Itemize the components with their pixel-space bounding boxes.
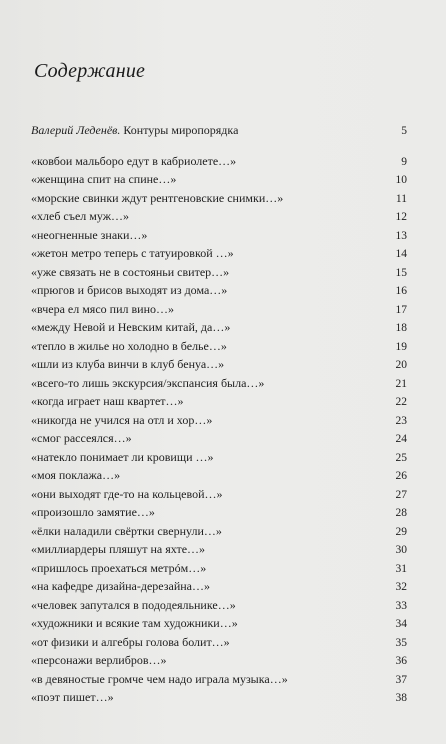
- toc-entry-page-number: 32: [395, 581, 407, 594]
- toc-entry-page-number: 29: [395, 525, 407, 538]
- toc-entry-title: «неогненные знаки…»: [31, 227, 148, 242]
- toc-entry-row: [31, 485, 407, 504]
- toc-entry-row: [31, 577, 407, 596]
- toc-entry-row: [31, 596, 407, 615]
- toc-entry-row: [31, 651, 407, 670]
- toc-intro-title: Контуры миропорядка: [123, 123, 239, 137]
- toc-entry-title: «произошло замятие…»: [31, 505, 155, 520]
- toc-entry-page-number: 23: [395, 414, 407, 427]
- table-of-contents: [31, 121, 407, 707]
- toc-entry-page-number: 26: [395, 470, 407, 483]
- toc-entry-row: [31, 152, 407, 171]
- toc-entry-row: [31, 633, 407, 652]
- toc-entry-title: «от физики и алгебры голова болит…»: [31, 634, 230, 649]
- toc-entry-row: [31, 263, 407, 282]
- toc-entry-title: «между Невой и Невским китай, да…»: [31, 320, 231, 335]
- toc-entry-row: [31, 429, 407, 448]
- toc-entry-page-number: 33: [395, 599, 407, 612]
- toc-entry-page-number: 24: [395, 433, 407, 446]
- toc-entry-title: «прюгов и брисов выходят из дома…»: [31, 283, 228, 298]
- toc-entry-title: «вчера ел мясо пил вино…»: [31, 301, 174, 316]
- toc-intro-row: [31, 121, 407, 140]
- toc-entry-page-number: 11: [395, 192, 407, 205]
- toc-entry-row: [31, 318, 407, 337]
- toc-entry-row: [31, 189, 407, 208]
- toc-entry-title: «художники и всякие там художники…»: [31, 616, 238, 631]
- toc-entry-page-number: 38: [395, 692, 407, 705]
- toc-entry-title: «поэт пишет…»: [31, 690, 114, 705]
- toc-entry-page-number: 18: [395, 322, 407, 335]
- toc-entry-title: «морские свинки ждут рентгеновские снимки…»: [31, 190, 284, 205]
- toc-entry-row: [31, 374, 407, 393]
- toc-entry-row: [31, 503, 407, 522]
- toc-entry-page-number: 9: [401, 155, 407, 168]
- toc-entry-row: [31, 300, 407, 319]
- toc-entry-page-number: 28: [395, 507, 407, 520]
- toc-entry-page-number: 12: [395, 211, 407, 224]
- toc-entry-title: «женщина спит на спине…»: [31, 172, 177, 187]
- toc-entry-page-number: 19: [395, 340, 407, 353]
- toc-entry-title: «ковбои мальборо едут в кабриолете…»: [31, 153, 237, 168]
- toc-entry-row: [31, 540, 407, 559]
- toc-entry-title: «в девяностые громче чем надо играла музыка…»: [31, 671, 288, 686]
- toc-entry-title: «смог рассеялся…»: [31, 431, 132, 446]
- toc-entry-title: «ёлки наладили свёртки свернули…»: [31, 523, 222, 538]
- toc-entry-row: [31, 670, 407, 689]
- page-title: Содержание: [34, 60, 146, 82]
- toc-entry-title: «пришлось проехаться метрóм…»: [31, 560, 207, 575]
- toc-entry-page-number: 30: [395, 544, 407, 557]
- toc-intro-page-number: 5: [401, 125, 407, 137]
- toc-entry-title: «когда играет наш квартет…»: [31, 394, 184, 409]
- toc-entry-page-number: 25: [395, 451, 407, 464]
- toc-entry-page-number: 21: [395, 377, 407, 390]
- toc-entry-page-number: 36: [395, 655, 407, 668]
- toc-entry-title: «хлеб съел муж…»: [31, 209, 129, 224]
- toc-entry-title: «уже связать не в состояньи свитер…»: [31, 264, 230, 279]
- toc-entry-row: [31, 244, 407, 263]
- toc-entry-row: [31, 337, 407, 356]
- toc-entry-title: «жетон метро теперь с татуировкой …»: [31, 246, 234, 261]
- toc-entry-title: «персонажи верлибров…»: [31, 653, 167, 668]
- toc-entry-page-number: 16: [395, 285, 407, 298]
- toc-entry-page-number: 15: [395, 266, 407, 279]
- toc-entry-title: «моя поклажа…»: [31, 468, 121, 483]
- toc-entry-page-number: 35: [395, 636, 407, 649]
- toc-entry-row: [31, 281, 407, 300]
- toc-entry-title: «всего-то лишь экскурсия/экспансия была…»: [31, 375, 265, 390]
- toc-entry-title: «человек запутался в пододеяльнике…»: [31, 597, 236, 612]
- toc-entry-page-number: 31: [395, 562, 407, 575]
- toc-entry-row: [31, 522, 407, 541]
- toc-entry-title: «они выходят где-то на кольцевой…»: [31, 486, 223, 501]
- toc-entry-row: [31, 226, 407, 245]
- toc-intro-author: Валерий Леденёв.: [31, 123, 121, 137]
- toc-entry-row: [31, 392, 407, 411]
- toc-entry-page-number: 14: [395, 248, 407, 261]
- toc-intro-entry: [31, 121, 238, 140]
- toc-entry-title: «натекло понимает ли кровищи …»: [31, 449, 214, 464]
- toc-entries: [31, 152, 407, 707]
- toc-entry-title: «никогда не учился на отл и хор…»: [31, 412, 213, 427]
- toc-entry-row: [31, 207, 407, 226]
- toc-entry-page-number: 22: [395, 396, 407, 409]
- toc-entry-row: [31, 559, 407, 578]
- toc-entry-page-number: 27: [395, 488, 407, 501]
- toc-entry-row: [31, 411, 407, 430]
- toc-entry-page-number: 20: [395, 359, 407, 372]
- toc-entry-page-number: 37: [395, 673, 407, 686]
- toc-entry-title: «миллиардеры пляшут на яхте…»: [31, 542, 206, 557]
- toc-entry-title: «шли из клуба винчи в клуб бенуа…»: [31, 357, 225, 372]
- toc-entry-row: [31, 466, 407, 485]
- toc-entry-row: [31, 688, 407, 707]
- toc-entry-row: [31, 448, 407, 467]
- toc-entry-row: [31, 170, 407, 189]
- toc-entry-title: «тепло в жилье но холодно в белье…»: [31, 338, 227, 353]
- toc-entry-page-number: 10: [395, 174, 407, 187]
- toc-entry-page-number: 17: [395, 303, 407, 316]
- toc-entry-title: «на кафедре дизайна-дерезайна…»: [31, 579, 210, 594]
- toc-entry-page-number: 13: [395, 229, 407, 242]
- toc-entry-page-number: 34: [395, 618, 407, 631]
- toc-entry-row: [31, 614, 407, 633]
- toc-entry-row: [31, 355, 407, 374]
